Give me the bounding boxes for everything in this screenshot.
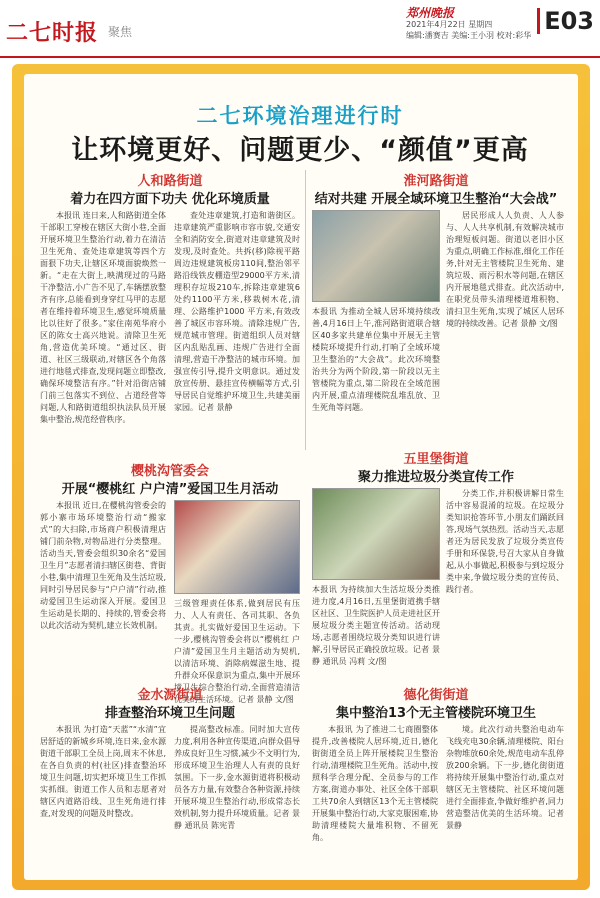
photo-huaihe [312,210,440,302]
section-head-huaihe: 结对共建 开展全域环境卫生整治“大会战” [314,192,558,207]
article-renhe-col2: 查处违章建筑,打造和谐街区。违章建筑严重影响市容市貌,交通安全和消防安全,街道对违章建筑及时发现,及时查处。共拆(移)除视平路周边违规建筑板房110间,整治邻平路沿线铁皮棚造型29000平方米,清理积存垃圾210车,拆除违章建筑6处约1100平方米,移栽树木花,清理、公路维护1000 平方米,有效改善了城区市容环境。清除违规广告,规范城市管理。街道组织人员对辖区内乱贴乱画、违规广告进行全面清理,营造干净整洁的城市环境。加强宣传引导,提升文明意识。通过发放宣传册、悬挂宣传横幅等方式,引导居民自觉维护环境卫生,共建美丽家园。记者 景静 [174,211,300,412]
masthead-left [6,16,132,47]
photo-yinghuagou [174,500,300,594]
section-name-jinshui: 金水源街道 [137,688,203,703]
article-yinghuagou-col1: 本报讯 近日,在樱桃沟管委会的郭小寨市场环境整治行动“搬家式”的大扫除,市场商户积极清理店铺门前杂物,对物品进行分类整理。活动当天,管委会组织30余名“爱国卫生月”志愿者清扫辖区街巷、背街小巷,集中清理卫生死角及生活垃圾,同时引导居民参与“户户清”行动,推动爱国卫生运动深入开展。爱国卫生运动是长期的、持续的,管委会将以此次活动为契机,建立长效机制。 [40,501,166,630]
editor-credits: 编辑:潘赛吉 美编:王小羽 校对:彩华 [406,31,532,40]
paper-title: 二七时报 [6,21,99,46]
section-name-huaihe: 淮河路街道 [403,174,469,189]
column-divider [305,170,306,450]
section-head-jinshui: 排查整治环境卫生问题 [104,706,235,721]
caption-huaihe: 本报讯 为推动全城人居环境持续改善,4月16日上午,淮河路街道联合辖区40多家共建单位集中开展无主管楼院环境提升行动,打响了全域环境卫生整治的“大会战”。此次环境整治共分为两个阶段,第一阶段以无主管楼院为重点,第二阶段在全域范围内开展,重点清理楼院乱堆乱放、卫生死角等问题。 [312,307,440,412]
page-number: E03 [537,8,594,34]
kicker-title: 二七环境治理进行时 [196,104,404,128]
section-name-dehua: 德化街街道 [403,688,469,703]
article-jinshui-col2: 提高整改标准。同时加大宣传力度,利用各种宣传渠道,向群众倡导养成良好卫生习惯,减少不文明行为,形成环境卫生治理人人有责的良好氛围。下一步,金水源街道将积极动员各方力量,有效整合各种资源,持续开展环境卫生整治行动,形成常态长效机制,努力提升环境质量。记者 景静 通讯员 陈宪青 [174,725,300,830]
section-name-renhe: 人和路街道 [137,174,203,189]
masthead [0,0,600,58]
masthead-right [406,8,594,41]
caption-yinghuagou: 三级管理责任体系,做到居民有压力、人人有责任、各司其职、各负其责。扎实做好爱国卫生运动。下一步,樱桃沟管委会将以“樱桃红 户户清”爱国卫生月主题活动为契机,以清洁环境、消除病媒滋生地、提升群众环保意识为重点,集中开展环境卫生综合整治行动,全面营造清洁优美的生活环境。记者 景静 文/图 [174,599,300,704]
section-head-renhe: 着力在四方面下功夫 优化环境质量 [70,192,270,207]
section-head-wubao: 聚力推进垃圾分类宣传工作 [357,470,514,485]
article-jinshui-col1: 本报讯 为打造“天蓝”“水清”宜居舒适的新城乡环境,连日来,金水源街道干部职工全员上岗,周末不休息,在各自负责的村(社区)排查整治环境卫生问题,切实把环境卫生工作抓实抓细。街道工作人员和志愿者对辖区内道路沿线、卫生死角进行排查,对发现的问题及时整改。 [40,725,166,818]
article-renhe-col1: 本报讯 连日来,人和路街道全体干部职工穿梭在辖区大街小巷,全面开展环境卫生整治行动,着力在清洁卫生死角、查处违章建筑等四个方面狠下功夫,让辖区环境面貌焕然一新。“走在大街上,映满现过的马路干净整洁,小广告不见了,车辆摆放整齐有序,总能看到身穿红马甲的志愿者在维持着环境卫生,感觉环境质量比以往好了很多。”家住南苑华府小区的陈女士高兴地说。清除卫生死角,营造优美环境。“通过区、街道、社区三级联动,对辖区各个角落进行地毯式排查,发现问题立即整改,确保环境整洁有序。”针对沿街店铺门前三包落实不到位、占道经营等问题,人和路街道组织执法队员开展集中整治,规范经营秩序。 [40,211,166,424]
section-head-dehua: 集中整治13个无主管楼院环境卫生 [335,706,537,721]
section-name-yinghuagou: 樱桃沟管委会 [130,464,209,479]
section-label: 聚焦 [108,25,133,39]
article-dehua-col2: 境。此次行动共整治电动车飞线充电30余辆,清理楼院、阳台杂物堆放60余处,规范电动车乱停放200余辆。下一步,德化街街道将持续开展集中整治行动,重点对辖区无主管楼院、社区环境问题进行全面排查,争做好维护者,同力营造整洁优美的生活环境。记者 景静 [446,725,564,830]
section-name-wubao: 五里堡街道 [403,452,469,467]
article-huaihe-col: 居民形成人人负责、人人参与、人人共享机制,有效解决城市治理短板问题。街道以老旧小区为重点,明确工作标准,细化工作任务,针对无主管楼院卫生死角、建筑垃圾、雨污积水等问题,在辖区内开展地毯式排查。此次活动中,在职党员带头清理楼道堆积物、清扫卫生死角,实现了城区人居环境的持续改善。记者 景静 文/图 [446,211,564,328]
paper-logo: 郑州晚报 [406,6,455,20]
article-wubao-col: 分类工作,并积极讲解日常生活中容易混淆的垃圾。在垃圾分类知识抢答环节,小朋友们踊跃回答,现场气氛热烈。活动当天,志愿者还为居民发放了垃圾分类宣传手册和环保袋,号召大家从自身做起,从小事做起,积极参与到垃圾分类中来,争做垃圾分类的宣传员、践行者。 [446,489,564,594]
photo-wubao [312,488,440,580]
section-head-yinghuagou: 开展“樱桃红 户户清”爱国卫生月活动 [61,482,279,497]
main-headline: 让环境更好、问题更少、“颜值”更高 [71,135,529,166]
article-dehua-col1: 本报讯 为了推进二七商圈整体提升,改善楼院人居环境,近日,德化街街道全员上阵开展楼院卫生整治行动,清理楼院卫生死角。活动中,按照科学合理分配、全员参与的工作方案,街道办事处、社区全体干部职工共70余人到辖区13个无主管楼院开展集中整治行动,大家克服困难,协助清理楼院大量堆积物、不留死角。 [312,725,438,842]
masthead-meta [406,8,531,41]
issue-date: 2021年4月22日 星期四 [406,20,493,29]
caption-wubao: 本报讯 为持续加大生活垃圾分类推进力度,4月16日,五里堡街道携手辖区社区、卫生院医护人员走进社区开展垃圾分类主题宣传活动。活动现场,志愿者围绕垃圾分类知识进行讲解,引导居民正确投放垃圾。记者 景静 通讯员 冯莉 文/图 [312,585,440,666]
